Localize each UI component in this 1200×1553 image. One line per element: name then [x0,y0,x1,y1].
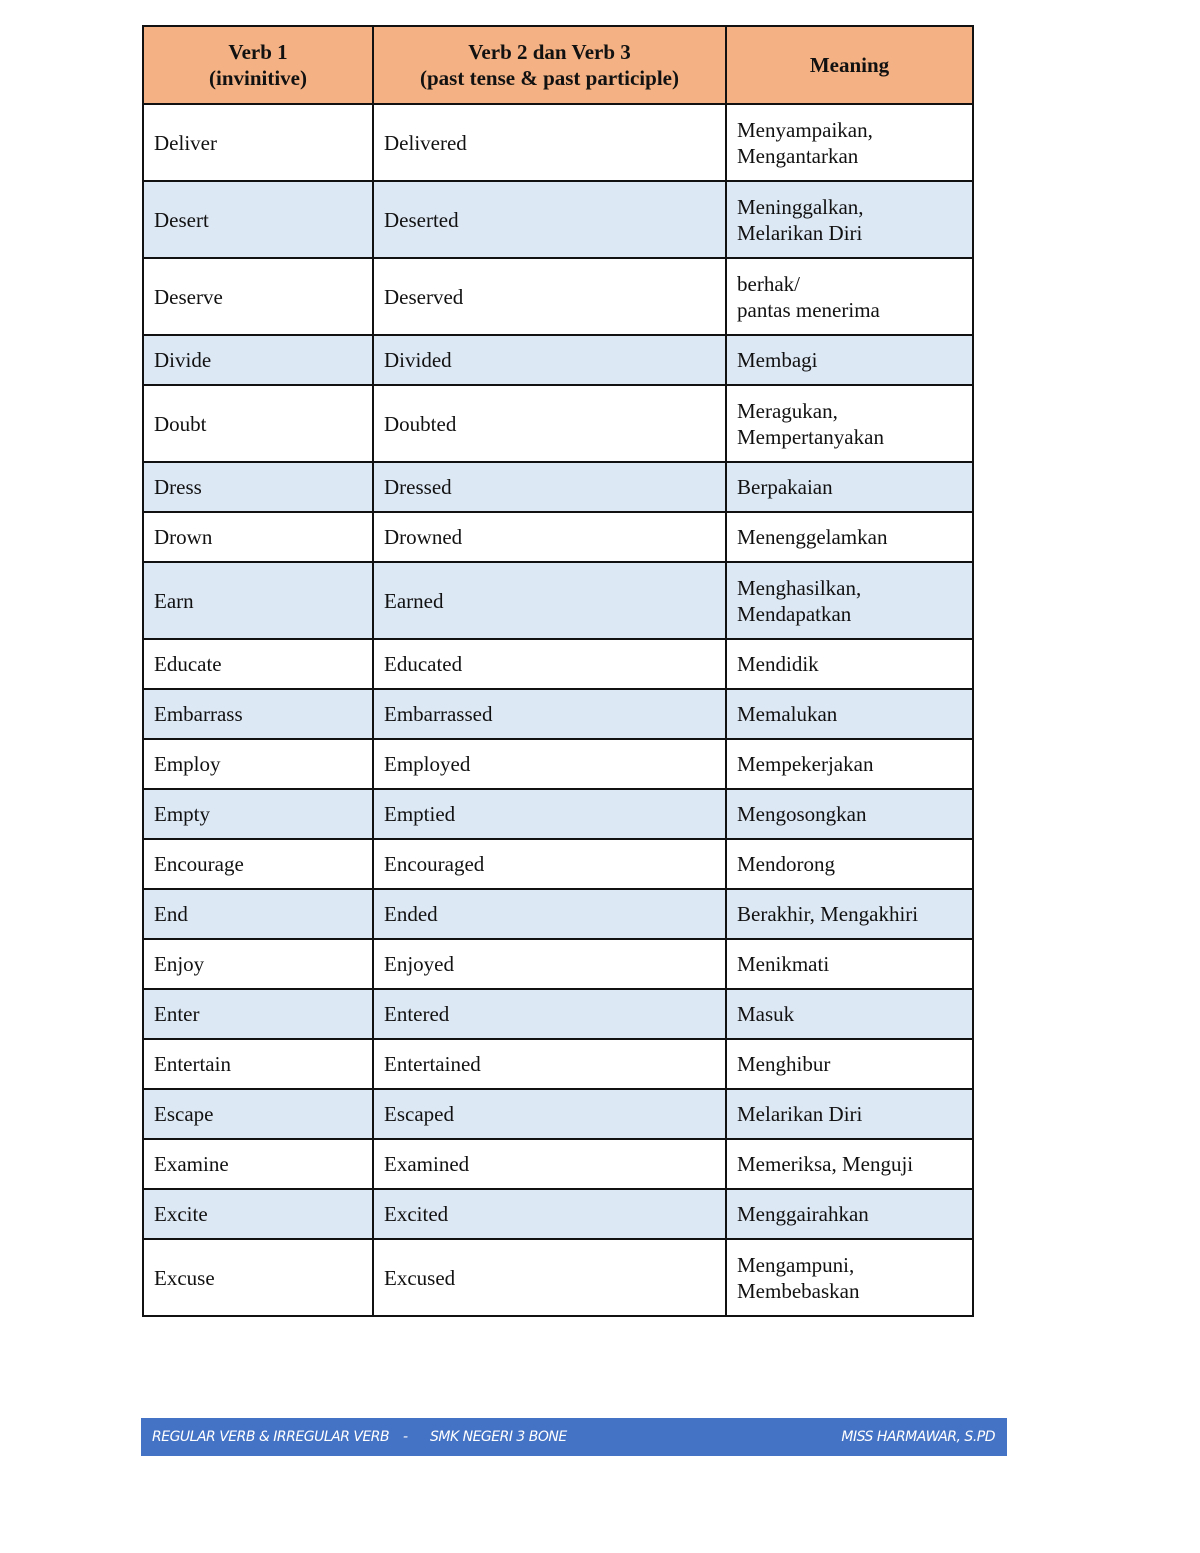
table-header-row [143,26,973,104]
cell-meaning: Berakhir, Mengakhiri [726,889,973,939]
table-row [143,989,973,1039]
footer-school-name: SMK NEGERI 3 BONE [430,1429,567,1445]
cell-meaning: Menyampaikan, Mengantarkan [726,104,973,181]
cell-meaning: berhak/ pantas menerima [726,258,973,335]
cell-verb1: Desert [143,181,373,258]
cell-verb1: Empty [143,789,373,839]
header-verb1 [143,26,373,104]
table-row [143,562,973,639]
table-row [143,1189,973,1239]
cell-verb1: Employ [143,739,373,789]
table-row [143,739,973,789]
cell-verb2: Ended [373,889,726,939]
cell-verb1: Deliver [143,104,373,181]
cell-verb1: Embarrass [143,689,373,739]
cell-meaning: Berpakaian [726,462,973,512]
cell-verb1: Excite [143,1189,373,1239]
table-row [143,1139,973,1189]
cell-meaning: Meninggalkan, Melarikan Diri [726,181,973,258]
cell-verb2: Divided [373,335,726,385]
table-row [143,639,973,689]
cell-verb1: Entertain [143,1039,373,1089]
table-row [143,104,973,181]
cell-meaning: Menggairahkan [726,1189,973,1239]
cell-verb2: Earned [373,562,726,639]
cell-verb2: Deserved [373,258,726,335]
cell-meaning: Mengampuni, Membebaskan [726,1239,973,1316]
cell-verb2: Doubted [373,385,726,462]
cell-verb2: Dressed [373,462,726,512]
header-verb2-title: Verb 2 dan Verb 3 [468,40,631,64]
cell-meaning: Mempekerjakan [726,739,973,789]
cell-verb2: Excused [373,1239,726,1316]
cell-meaning: Melarikan Diri [726,1089,973,1139]
table-row [143,789,973,839]
cell-verb2: Excited [373,1189,726,1239]
cell-meaning: Masuk [726,989,973,1039]
cell-verb2: Embarrassed [373,689,726,739]
cell-verb1: Earn [143,562,373,639]
cell-verb2: Emptied [373,789,726,839]
table-row [143,258,973,335]
table-row [143,939,973,989]
table-row [143,512,973,562]
header-verb1-title: Verb 1 [228,40,288,64]
table-row [143,1089,973,1139]
cell-verb1: Examine [143,1139,373,1189]
table-row [143,839,973,889]
table-row [143,1039,973,1089]
cell-meaning: Menghasilkan, Mendapatkan [726,562,973,639]
cell-verb2: Entertained [373,1039,726,1089]
cell-verb1: Escape [143,1089,373,1139]
header-verb2-subtitle: (past tense & past participle) [420,66,679,90]
cell-verb1: Divide [143,335,373,385]
verb-rows [143,104,973,1316]
table-row [143,385,973,462]
cell-meaning: Mengosongkan [726,789,973,839]
cell-meaning: Menikmati [726,939,973,989]
footer-author: MISS HARMAWAR, S.PD [841,1429,995,1445]
table-row [143,335,973,385]
cell-verb2: Drowned [373,512,726,562]
header-verb2-verb3 [373,26,726,104]
header-meaning: Meaning [726,26,973,104]
table-row [143,462,973,512]
cell-verb1: Deserve [143,258,373,335]
cell-verb2: Escaped [373,1089,726,1139]
cell-meaning: Mendidik [726,639,973,689]
footer-separator: - [403,1429,408,1445]
cell-verb2: Deserted [373,181,726,258]
cell-verb1: Excuse [143,1239,373,1316]
cell-verb1: Encourage [143,839,373,889]
header-verb1-subtitle: (invinitive) [209,66,307,90]
cell-verb2: Enjoyed [373,939,726,989]
cell-verb1: Enjoy [143,939,373,989]
cell-verb2: Examined [373,1139,726,1189]
page-footer [141,1418,1007,1456]
cell-verb2: Entered [373,989,726,1039]
cell-verb2: Educated [373,639,726,689]
cell-meaning: Membagi [726,335,973,385]
cell-meaning: Mendorong [726,839,973,889]
table-row [143,1239,973,1316]
cell-verb1: Enter [143,989,373,1039]
cell-meaning: Meragukan, Mempertanyakan [726,385,973,462]
cell-verb2: Encouraged [373,839,726,889]
cell-verb1: Drown [143,512,373,562]
cell-verb1: End [143,889,373,939]
cell-meaning: Menenggelamkan [726,512,973,562]
cell-verb1: Dress [143,462,373,512]
cell-meaning: Menghibur [726,1039,973,1089]
cell-verb1: Educate [143,639,373,689]
verb-table [142,25,974,1317]
cell-verb2: Employed [373,739,726,789]
cell-verb2: Delivered [373,104,726,181]
cell-meaning: Memeriksa, Menguji [726,1139,973,1189]
table-row [143,181,973,258]
footer-document-title: REGULAR VERB & IRREGULAR VERB [152,1429,390,1445]
cell-verb1: Doubt [143,385,373,462]
table-row [143,689,973,739]
cell-meaning: Memalukan [726,689,973,739]
table-row [143,889,973,939]
